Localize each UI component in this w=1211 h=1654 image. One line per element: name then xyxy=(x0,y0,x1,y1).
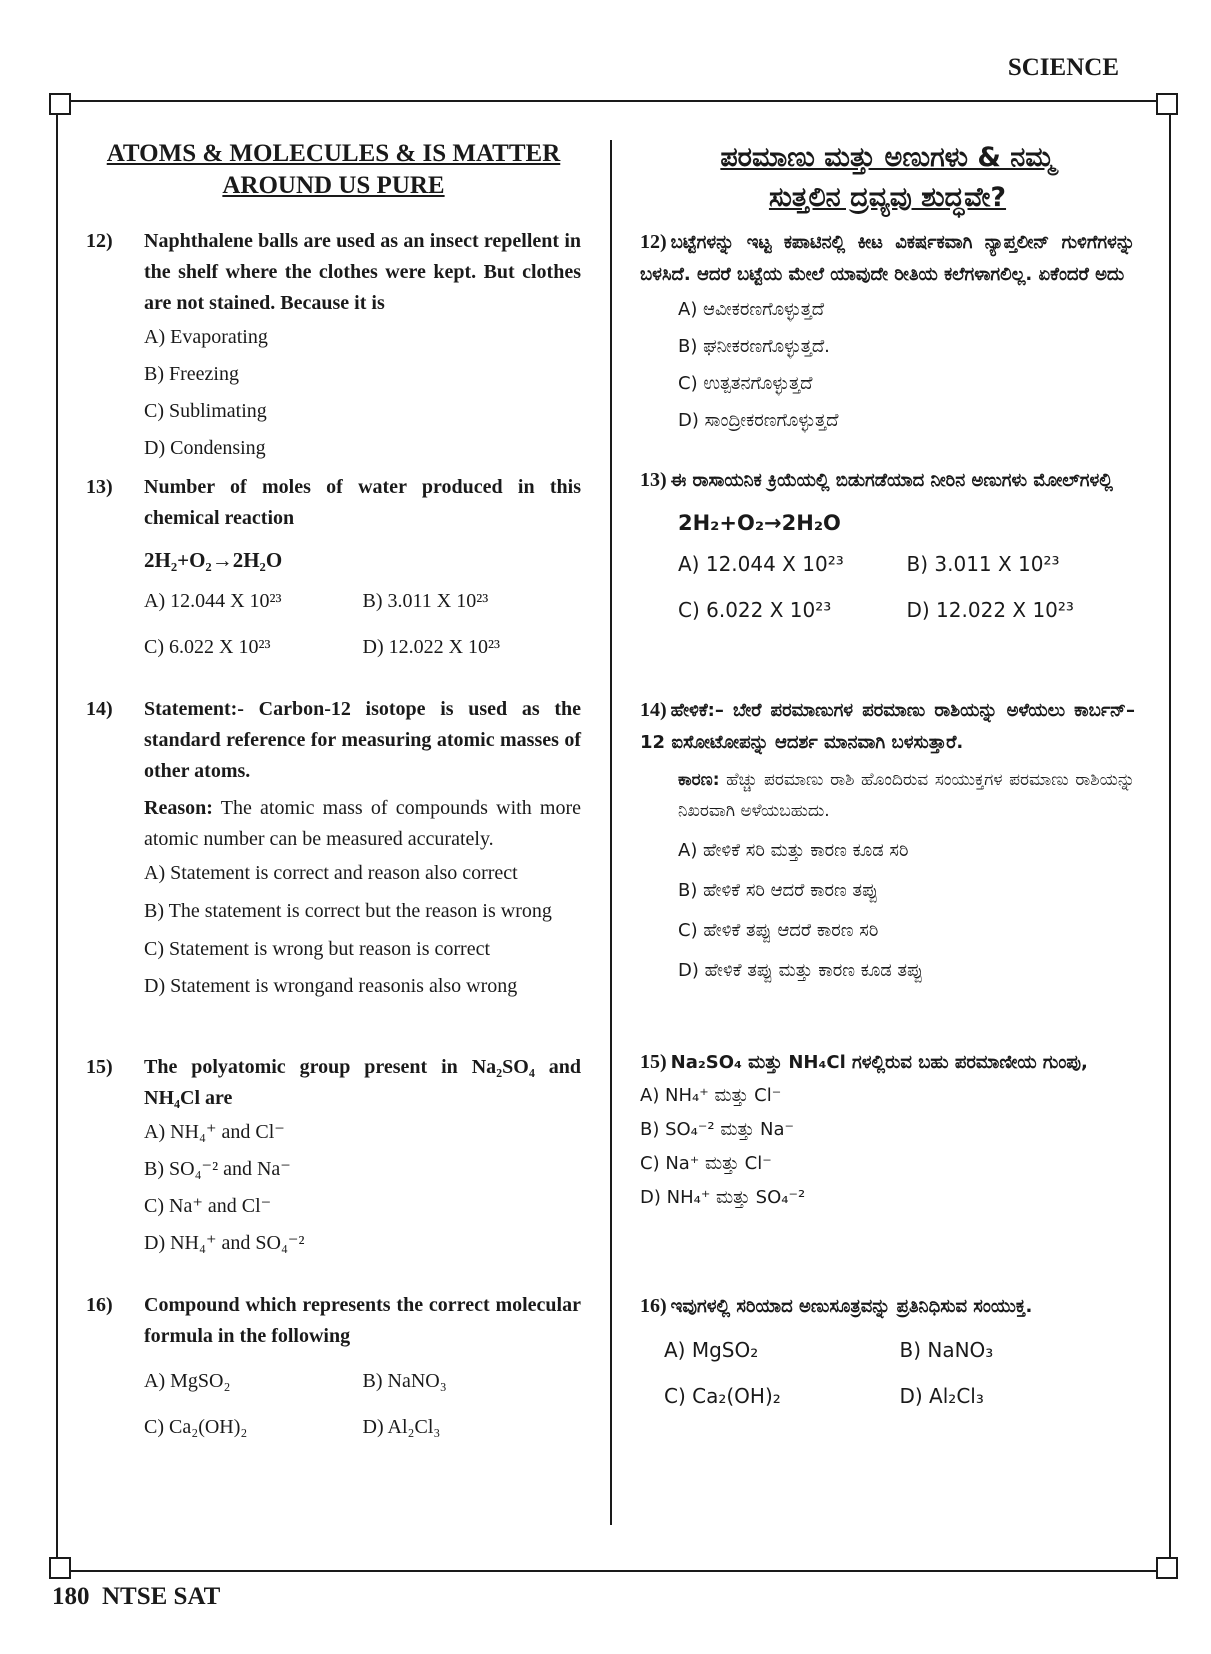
question-text: Compound which represents the correct molecular formula in the following xyxy=(144,1294,581,1347)
frame-corner-ornament xyxy=(1156,1557,1178,1579)
options-list xyxy=(678,831,1135,991)
option: A) 12.044 X 10²³ xyxy=(144,590,282,612)
option: D) 12.022 X 10²³ xyxy=(362,636,501,658)
reason-text: Reason: The atomic mass of compounds with more atomic number can be measured accurately. xyxy=(144,797,581,850)
page-footer xyxy=(52,1583,220,1611)
option: A) 12.044 X 10²³ xyxy=(678,552,844,576)
question-number: 13) xyxy=(86,476,113,498)
option: C) Na⁺ ಮತ್ತು Cl⁻ xyxy=(640,1153,772,1174)
option: B) 3.011 X 10²³ xyxy=(906,552,1060,576)
question-text: ಈ ರಾಸಾಯನಿಕ ಕ್ರಿಯೆಯಲ್ಲಿ ಬಿಡುಗಡೆಯಾದ ನೀರಿನ ಅಣುಗಳು ಮೋಲ್‌ಗಳಲ್ಲಿ xyxy=(670,470,1113,491)
option: D) ಹೇಳಿಕೆ ತಪ್ಪು ಮತ್ತು ಕಾರಣ ಕೂಡ ತಪ್ಪು xyxy=(678,960,924,981)
option: B) NaNO₃ xyxy=(362,1370,447,1392)
column-divider xyxy=(610,140,612,1525)
question-number: 15) xyxy=(86,1056,113,1078)
option: D) NH₄⁺ and SO₄⁻² xyxy=(144,1232,305,1254)
kannada-section-title: ಪರಮಾಣು ಮತ್ತು ಅಣುಗಳು & ನಮ್ಮ ಸುತ್ತಲಿನ ದ್ರವ್ಯವು ಶುದ್ಧವೇ? xyxy=(720,142,1055,213)
question-text: The polyatomic group present in Na₂SO₄ and NH₄Cl are xyxy=(144,1056,581,1109)
option: A) Evaporating xyxy=(144,326,268,348)
options-list xyxy=(144,855,581,1005)
question-16 xyxy=(86,1290,581,1448)
question-14-kannada xyxy=(640,694,1135,991)
option: C) 6.022 X 10²³ xyxy=(678,598,832,622)
option: C) Statement is wrong but reason is correct xyxy=(144,938,491,960)
option: D) ಸಾಂದ್ರೀಕರಣಗೊಳ್ಳುತ್ತದೆ xyxy=(678,410,839,431)
option: A) MgSO₂ xyxy=(144,1370,231,1392)
option: D) Al₂Cl₃ xyxy=(899,1384,984,1408)
page-number: 180 xyxy=(52,1583,90,1610)
option: B) ಹೇಳಿಕೆ ಸರಿ ಆದರೆ ಕಾರಣ ತಪ್ಪು xyxy=(678,880,879,901)
options-list xyxy=(640,1079,1135,1215)
option: B) ಘನೀಕರಣಗೊಳ್ಳುತ್ತದೆ. xyxy=(678,336,830,357)
question-number: 12) xyxy=(86,230,113,252)
frame-corner-ornament xyxy=(49,1557,71,1579)
options-grid xyxy=(664,1329,1135,1417)
option: D) Statement is wrongand reasonis also wrong xyxy=(144,975,518,997)
option: C) Sublimating xyxy=(144,400,267,422)
option: C) ಉತ್ಪತನಗೊಳ್ಳುತ್ತದೆ xyxy=(678,373,813,394)
question-number: 16) xyxy=(86,1294,113,1316)
option: C) Ca₂(OH)₂ xyxy=(144,1416,248,1438)
option: A) NH₄⁺ ಮತ್ತು Cl⁻ xyxy=(640,1085,782,1106)
question-text: Naphthalene balls are used as an insect repellent in the shelf where the clothes were kept. But clothes are not stained. Because it is xyxy=(144,230,581,314)
chemical-equation: 2H₂+O₂→2H₂O xyxy=(144,548,283,572)
subject-header: SCIENCE xyxy=(1007,54,1119,81)
option: A) ಹೇಳಿಕೆ ಸರಿ ಮತ್ತು ಕಾರಣ ಕೂಡ ಸರಿ xyxy=(678,840,909,861)
question-text: ಹೇಳಿಕೆ:– ಬೇರೆ ಪರಮಾಣುಗಳ ಪರಮಾಣು ರಾಶಿಯನ್ನು ಅಳೆಯಲು ಕಾರ್ಬನ್–12 ಐಸೋಟೋಪನ್ನು ಆದರ್ಶ ಮಾನವಾಗಿ ಬಳಸುತ್ತಾರೆ. xyxy=(640,700,1135,753)
kannada-column xyxy=(640,134,1135,1408)
options-grid xyxy=(144,1360,581,1448)
question-number: 14) xyxy=(86,698,113,720)
option: A) Statement is correct and reason also correct xyxy=(144,862,518,884)
option: D) NH₄⁺ ಮತ್ತು SO₄⁻² xyxy=(640,1187,806,1208)
question-text: Number of moles of water produced in this chemical reaction xyxy=(144,476,581,529)
question-12 xyxy=(86,226,581,467)
question-15-kannada xyxy=(640,1046,1135,1215)
option: C) Na⁺ and Cl⁻ xyxy=(144,1195,272,1217)
question-12-kannada xyxy=(640,226,1135,439)
book-title: NTSE SAT xyxy=(102,1583,221,1610)
english-column xyxy=(86,134,581,1438)
question-14 xyxy=(86,694,581,1005)
option: D) Condensing xyxy=(144,437,266,459)
question-number: 12) xyxy=(640,231,667,253)
option: B) SO₄⁻² and Na⁻ xyxy=(144,1158,291,1180)
frame-corner-ornament xyxy=(49,93,71,115)
options-list xyxy=(144,319,581,467)
question-number: 14) xyxy=(640,699,667,721)
options-list xyxy=(144,1114,581,1262)
option: A) ಆವೀಕರಣಗೊಳ್ಳುತ್ತದೆ xyxy=(678,299,825,320)
option: B) SO₄⁻² ಮತ್ತು Na⁻ xyxy=(640,1119,794,1140)
option: B) 3.011 X 10²³ xyxy=(362,590,489,612)
english-section-title: ATOMS & MOLECULES & IS MATTER AROUND US PURE xyxy=(106,140,561,199)
question-text: Na₂SO₄ ಮತ್ತು NH₄Cl ಗಳಲ್ಲಿರುವ ಬಹು ಪರಮಾಣೀಯ ಗುಂಪು, xyxy=(670,1052,1088,1073)
question-text: ಇವುಗಳಲ್ಲಿ ಸರಿಯಾದ ಅಣುಸೂತ್ರವನ್ನು ಪ್ರತಿನಿಧಿಸುವ ಸಂಯುಕ್ತ. xyxy=(670,1296,1033,1317)
question-number: 13) xyxy=(640,469,667,491)
option: D) 12.022 X 10²³ xyxy=(906,598,1074,622)
frame-corner-ornament xyxy=(1156,93,1178,115)
option: A) NH₄⁺ and Cl⁻ xyxy=(144,1121,285,1143)
option: C) 6.022 X 10²³ xyxy=(144,636,271,658)
options-grid xyxy=(144,580,581,668)
reason-text: ಕಾರಣ: ಹೆಚ್ಚು ಪರಮಾಣು ರಾಶಿ ಹೊಂದಿರುವ ಸಂಯುಕ್ತಗಳ ಪರಮಾಣು ರಾಶಿಯನ್ನು ನಿಖರವಾಗಿ ಅಳೆಯಬಹುದು. xyxy=(678,770,1135,821)
question-15 xyxy=(86,1052,581,1262)
options-list xyxy=(678,291,1135,439)
question-13 xyxy=(86,472,581,668)
options-grid xyxy=(678,543,1135,631)
chemical-equation: 2H₂+O₂→2H₂O xyxy=(678,511,841,535)
option: C) ಹೇಳಿಕೆ ತಪ್ಪು ಆದರೆ ಕಾರಣ ಸರಿ xyxy=(678,920,879,941)
question-number: 16) xyxy=(640,1295,667,1317)
question-16-kannada xyxy=(640,1290,1135,1417)
option: A) MgSO₂ xyxy=(664,1338,759,1362)
question-text: Statement:- Carbon-12 isotope is used as the standard reference for measuring atomic masses of other atoms. xyxy=(144,698,581,782)
question-13-kannada xyxy=(640,464,1135,631)
option: B) Freezing xyxy=(144,363,239,385)
option: D) Al₂Cl₃ xyxy=(362,1416,441,1438)
option: C) Ca₂(OH)₂ xyxy=(664,1384,781,1408)
question-text: ಬಟ್ಟೆಗಳನ್ನು ಇಟ್ಟ ಕಪಾಟಿನಲ್ಲಿ ಕೀಟ ವಿಕರ್ಷಕವಾಗಿ ನ್ಯಾಪ್ತಲೀನ್ ಗುಳಿಗೆಗಳನ್ನು ಬಳಸಿದೆ. ಆದರೆ ಬಟ್ಟೆಯ ಮೇಲೆ ಯಾವುದೇ ರೀತಿಯ ಕಲೆಗಳಾಗಲಿಲ್ಲ. ಏಕೆಂದರೆ ಅದು xyxy=(640,232,1135,285)
option: B) The statement is correct but the reason is wrong xyxy=(144,900,552,922)
option: B) NaNO₃ xyxy=(899,1338,994,1362)
question-number: 15) xyxy=(640,1051,667,1073)
